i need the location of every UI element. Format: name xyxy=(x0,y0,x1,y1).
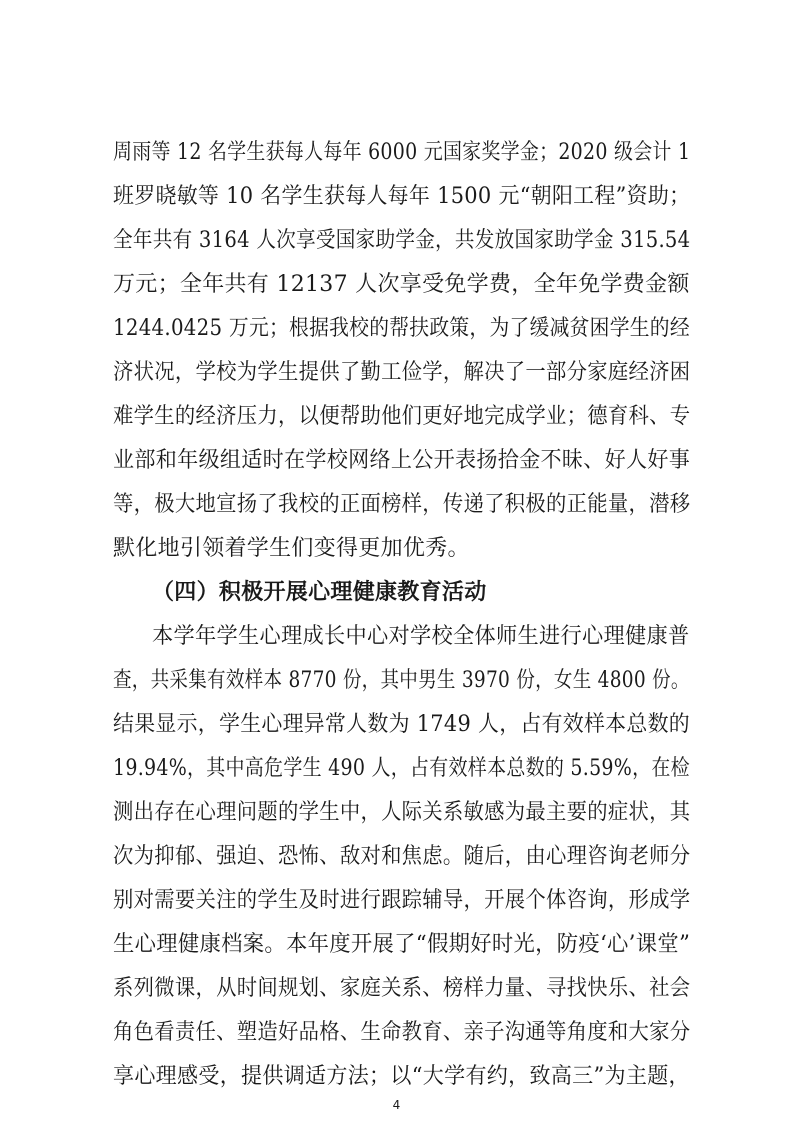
text-line: 济状况，学校为学生提供了勤工俭学，解决了一部分家庭经济困 xyxy=(113,360,691,385)
text-line: 享心理感受，提供调适方法；以“大学有约，致高三”为主题， xyxy=(113,1064,690,1089)
text-line: 别对需要关注的学生及时进行跟踪辅导，开展个体咨询，形成学 xyxy=(113,888,691,913)
text-line: 全年共有 3164 人次享受国家助学金，共发放国家助学金 315.54 xyxy=(113,228,691,253)
text-line: 难学生的经济压力，以便帮助他们更好地完成学业；德育科、专 xyxy=(113,404,691,429)
text-line: 19.94%，其中高危学生 490 人，占有效样本总数的 5.59%，在检 xyxy=(113,756,690,781)
text-line: 生心理健康档案。本年度开展了“假期好时光，防疫‘心’课堂” xyxy=(113,932,691,957)
text-line: 周雨等 12 名学生获每人每年 6000 元国家奖学金；2020 级会计 1 xyxy=(113,140,691,165)
text-line: 结果显示，学生心理异常人数为 1749 人，占有效样本总数的 xyxy=(113,712,690,737)
page-number: 4 xyxy=(392,1098,401,1112)
text-line: 等，极大地宣扬了我校的正面榜样，传递了积极的正能量，潜移 xyxy=(113,492,691,517)
text-line: 1244.0425 万元；根据我校的帮扶政策，为了缓减贫困学生的经 xyxy=(113,316,690,341)
text-line: 业部和年级组适时在学校网络上公开表扬拾金不昧、好人好事 xyxy=(113,448,691,473)
text-line: 角色看责任、塑造好品格、生命教育、亲子沟通等角度和大家分 xyxy=(113,1020,691,1045)
text-line: 次为抑郁、强迫、恐怖、敌对和焦虑。随后，由心理咨询老师分 xyxy=(113,844,691,869)
text-line: 万元；全年共有 12137 人次享受免学费，全年免学费金额 xyxy=(113,272,690,297)
text-line: 本学年学生心理成长中心对学校全体师生进行心理健康普 xyxy=(152,624,690,649)
text-line: 查，共采集有效样本 8770 份，其中男生 3970 份，女生 4800 份。 xyxy=(113,668,690,693)
text-line: 班罗晓敏等 10 名学生获每人每年 1500 元“朝阳工程”资助； xyxy=(113,184,691,209)
section-heading: （四）积极开展心理健康教育活动 xyxy=(152,580,487,605)
text-line: 默化地引领着学生们变得更加优秀。 xyxy=(113,536,470,561)
text-line: 测出存在心理问题的学生中，人际关系敏感为最主要的症状，其 xyxy=(113,800,691,825)
text-line: 系列微课，从时间规划、家庭关系、榜样力量、寻找快乐、社会 xyxy=(113,976,691,1001)
